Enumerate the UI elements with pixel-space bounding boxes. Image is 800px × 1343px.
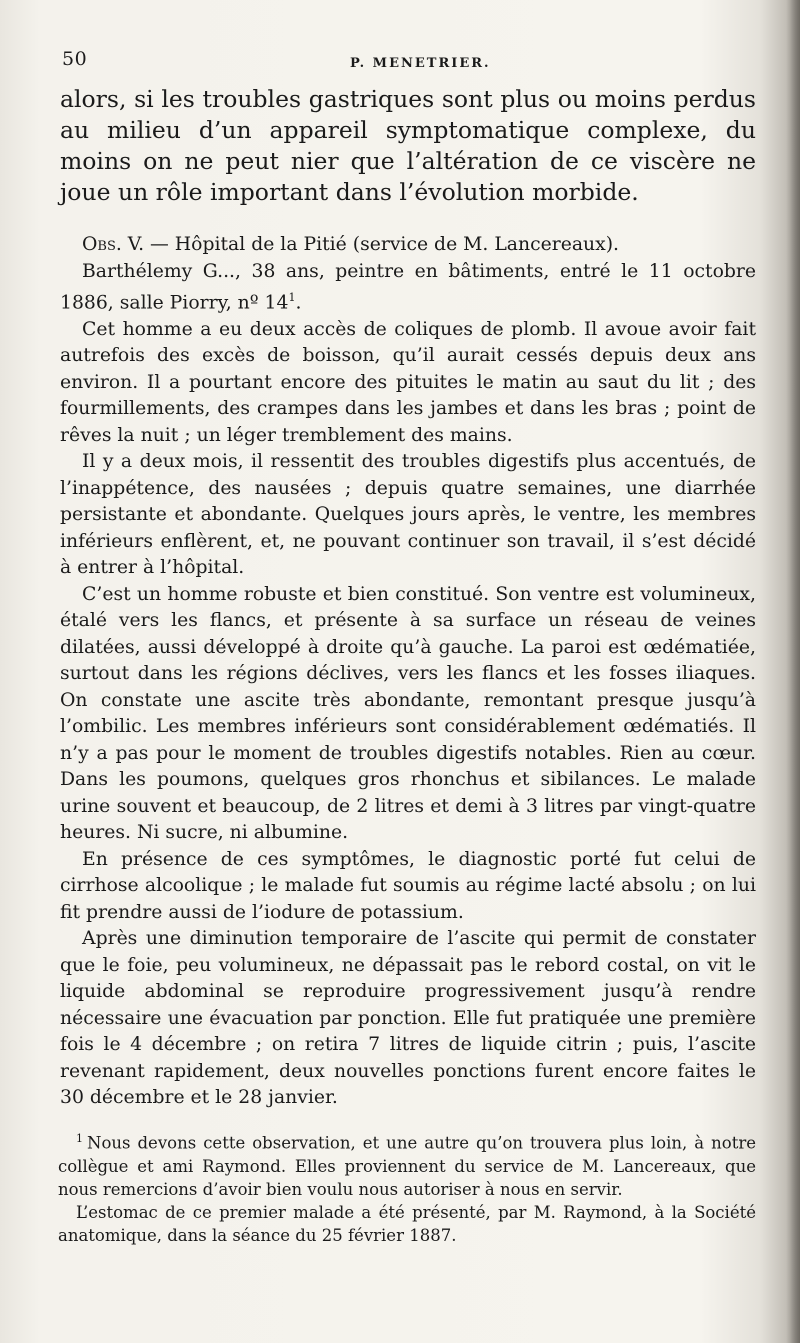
observation-paragraph: Cet homme a eu deux accès de coliques de plomb. Il avoue avoir fait autrefois des excès de boisson, qu’il aurait cessés depuis deux ans environ. Il a pourtant encore des pituites le matin au saut du lit ; des fourmillements, des crampes dans les jambes et dans les bras ; point de rêves la nuit ; un léger tremblement des mains.	[60, 318, 756, 446]
observation-heading	[60, 232, 756, 259]
observation-paragraph: Après une diminution temporaire de l’ascite qui permit de constater que le foie, peu volumineux, ne dépassait pas le rebord costal, on vit le liquide abdominal se reproduire progressivement jusqu’à rendre nécessaire une évacuation par ponction. Elle fut pratiquée une première fois le 4 décembre ; on retira 7 litres de liquide citrin ; puis, l’ascite revenant rapidement, deux nouvelles ponctions furent encore faites le 30 décembre et le 28 janvier.	[60, 928, 756, 1109]
footnote	[58, 1201, 756, 1247]
running-head: P. MENETRIER.	[350, 56, 491, 71]
footnote	[58, 1127, 756, 1201]
patient-line	[60, 259, 756, 317]
footnote-reference: 1	[288, 291, 296, 304]
observation-heading-rest: — Hôpital de la Pitié (service de M. Lancereaux).	[144, 234, 619, 255]
intro-paragraph: alors, si les troubles gastriques sont plus ou moins perdus au milieu d’un appareil symptomatique complexe, du moins on ne peut nier que l’altération de ce viscère ne joue un rôle important dans l’évolution morbide.	[60, 85, 756, 206]
page-edge-shadow	[786, 0, 800, 1343]
observation-label: Obs. V.	[82, 234, 145, 255]
footnotes	[58, 1127, 756, 1247]
observation-section	[60, 232, 756, 1112]
observation-paragraph: En présence de ces symptômes, le diagnostic porté fut celui de cirrhose alcoolique ; le malade fut soumis au régime lacté absolu ; on lui fit prendre aussi de l’iodure de potassium.	[60, 848, 756, 923]
observation-paragraph: C’est un homme robuste et bien constitué. Son ventre est volumineux, étalé vers les flancs, et présente à sa surface un réseau de veines dilatées, aussi développé à droite qu’à gauche. La paroi est œdématiée, surtout dans les régions déclives, vers les flancs et les fosses iliaques. On constate une ascite très abondante, remontant presque jusqu’à l’ombilic. Les membres inférieurs sont considérablement œdématiés. Il n’y a pas pour le moment de troubles digestifs notables. Rien au cœur. Dans les poumons, quelques gros rhonchus et sibilances. Le malade urine souvent et beaucoup, de 2 litres et demi à 3 litres par vingt-quatre heures. Ni sucre, ni albumine.	[60, 583, 756, 844]
patient-line-text: Barthélemy G..., 38 ans, peintre en bâtiments, entré le 11 octobre 1886, salle Piorry, nº 14	[60, 260, 756, 314]
page-number: 50	[62, 48, 88, 70]
observation-paragraph: Il y a deux mois, il ressentit des troubles digestifs plus accentués, de l’inappétence, des nausées ; depuis quatre semaines, une diarrhée persistante et abondante. Quelques jours après, le ventre, les membres inférieurs enflèrent, et, ne pouvant continuer son travail, il s’est décidé à entrer à l’hôpital.	[60, 451, 756, 579]
page-header	[62, 44, 752, 80]
footnote-text: Nous devons cette observation, et une autre qu’on trouvera plus loin, à notre collègue et ami Raymond. Elles proviennent du service de M. Lancereaux, que nous remercions d’avoir bien voulu nous autoriser à nous en servir.	[58, 1133, 756, 1199]
patient-line-end: .	[295, 292, 302, 314]
footnote-mark: 1	[76, 1132, 83, 1145]
footnote-text: L’estomac de ce premier malade a été présenté, par M. Raymond, à la Société anatomique, dans la séance du 25 février 1887.	[58, 1202, 756, 1245]
